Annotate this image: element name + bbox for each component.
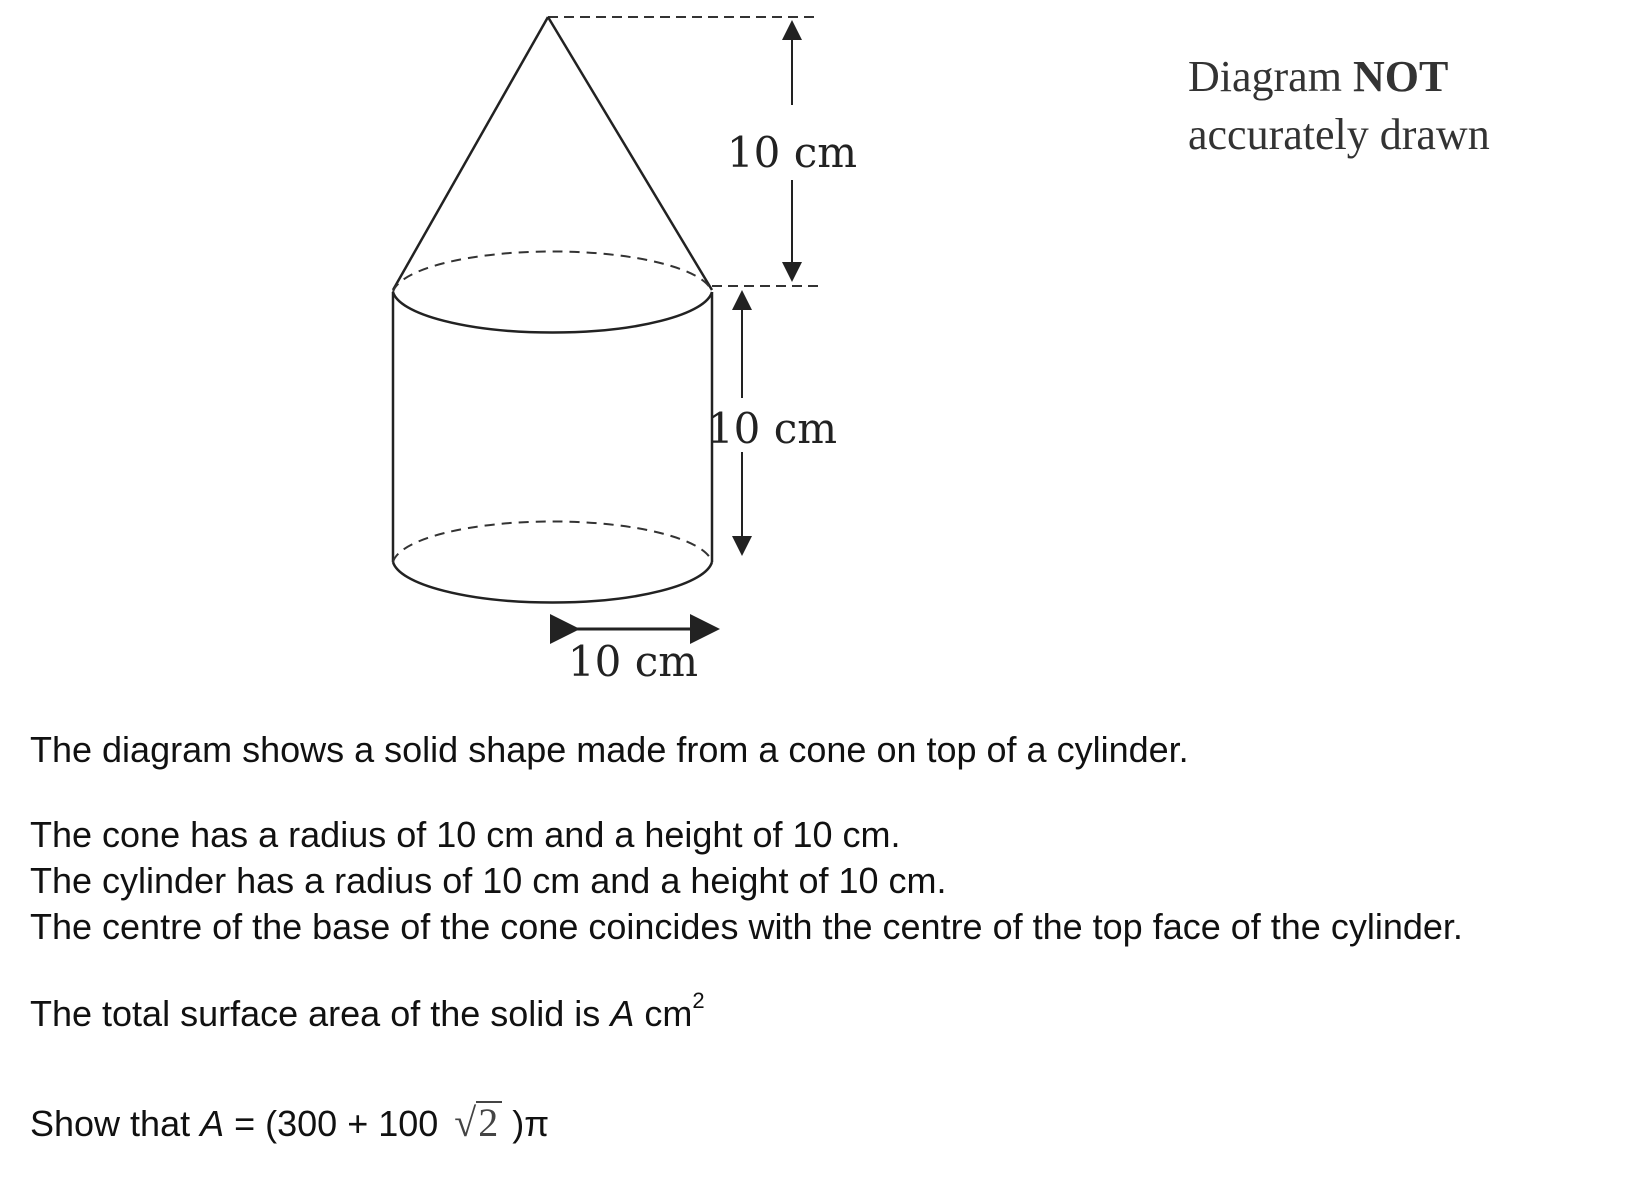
fact-cylinder: The cylinder has a radius of 10 cm and a height of 10 cm. xyxy=(30,860,947,901)
top-ellipse-front xyxy=(393,292,712,333)
show-prefix: Show that xyxy=(30,1103,201,1144)
fact-cone: The cone has a radius of 10 cm and a height of 10 cm. xyxy=(30,814,901,855)
note-line2: accurately drawn xyxy=(1188,110,1490,159)
sqrt-radical: √ xyxy=(454,1100,477,1145)
surface-var: A xyxy=(610,993,635,1034)
show-mid: = (300 + 100 xyxy=(224,1103,439,1144)
surface-exponent: 2 xyxy=(692,988,705,1013)
cylinder-height-label: 10 cm xyxy=(706,404,838,453)
question-intro: The diagram shows a solid shape made from a cone on top of a cylinder. xyxy=(30,729,1189,770)
bottom-ellipse-front xyxy=(393,562,712,603)
question-facts xyxy=(30,812,1463,950)
sqrt-radicand: 2 xyxy=(476,1101,502,1143)
surface-unit: cm xyxy=(634,993,693,1034)
cone-right-edge xyxy=(548,17,712,290)
cone-height-label: 10 cm xyxy=(726,128,858,177)
note-bold: NOT xyxy=(1352,52,1449,101)
sqrt-expression xyxy=(454,1100,502,1146)
show-var: A xyxy=(200,1103,225,1144)
show-suffix: )π xyxy=(512,1103,550,1144)
diameter-label: 10 cm xyxy=(567,637,699,686)
show-that-statement xyxy=(30,1100,549,1147)
note-prefix: Diagram xyxy=(1188,52,1353,101)
top-ellipse-back xyxy=(393,251,712,292)
fact-centre: The centre of the base of the cone coincides with the centre of the top face of the cylinder. xyxy=(30,906,1463,947)
diagram-note xyxy=(1188,48,1490,164)
bottom-ellipse-back xyxy=(393,521,712,562)
cone-left-edge xyxy=(393,17,548,290)
surface-prefix: The total surface area of the solid is xyxy=(30,993,611,1034)
surface-area-statement xyxy=(30,988,705,1037)
